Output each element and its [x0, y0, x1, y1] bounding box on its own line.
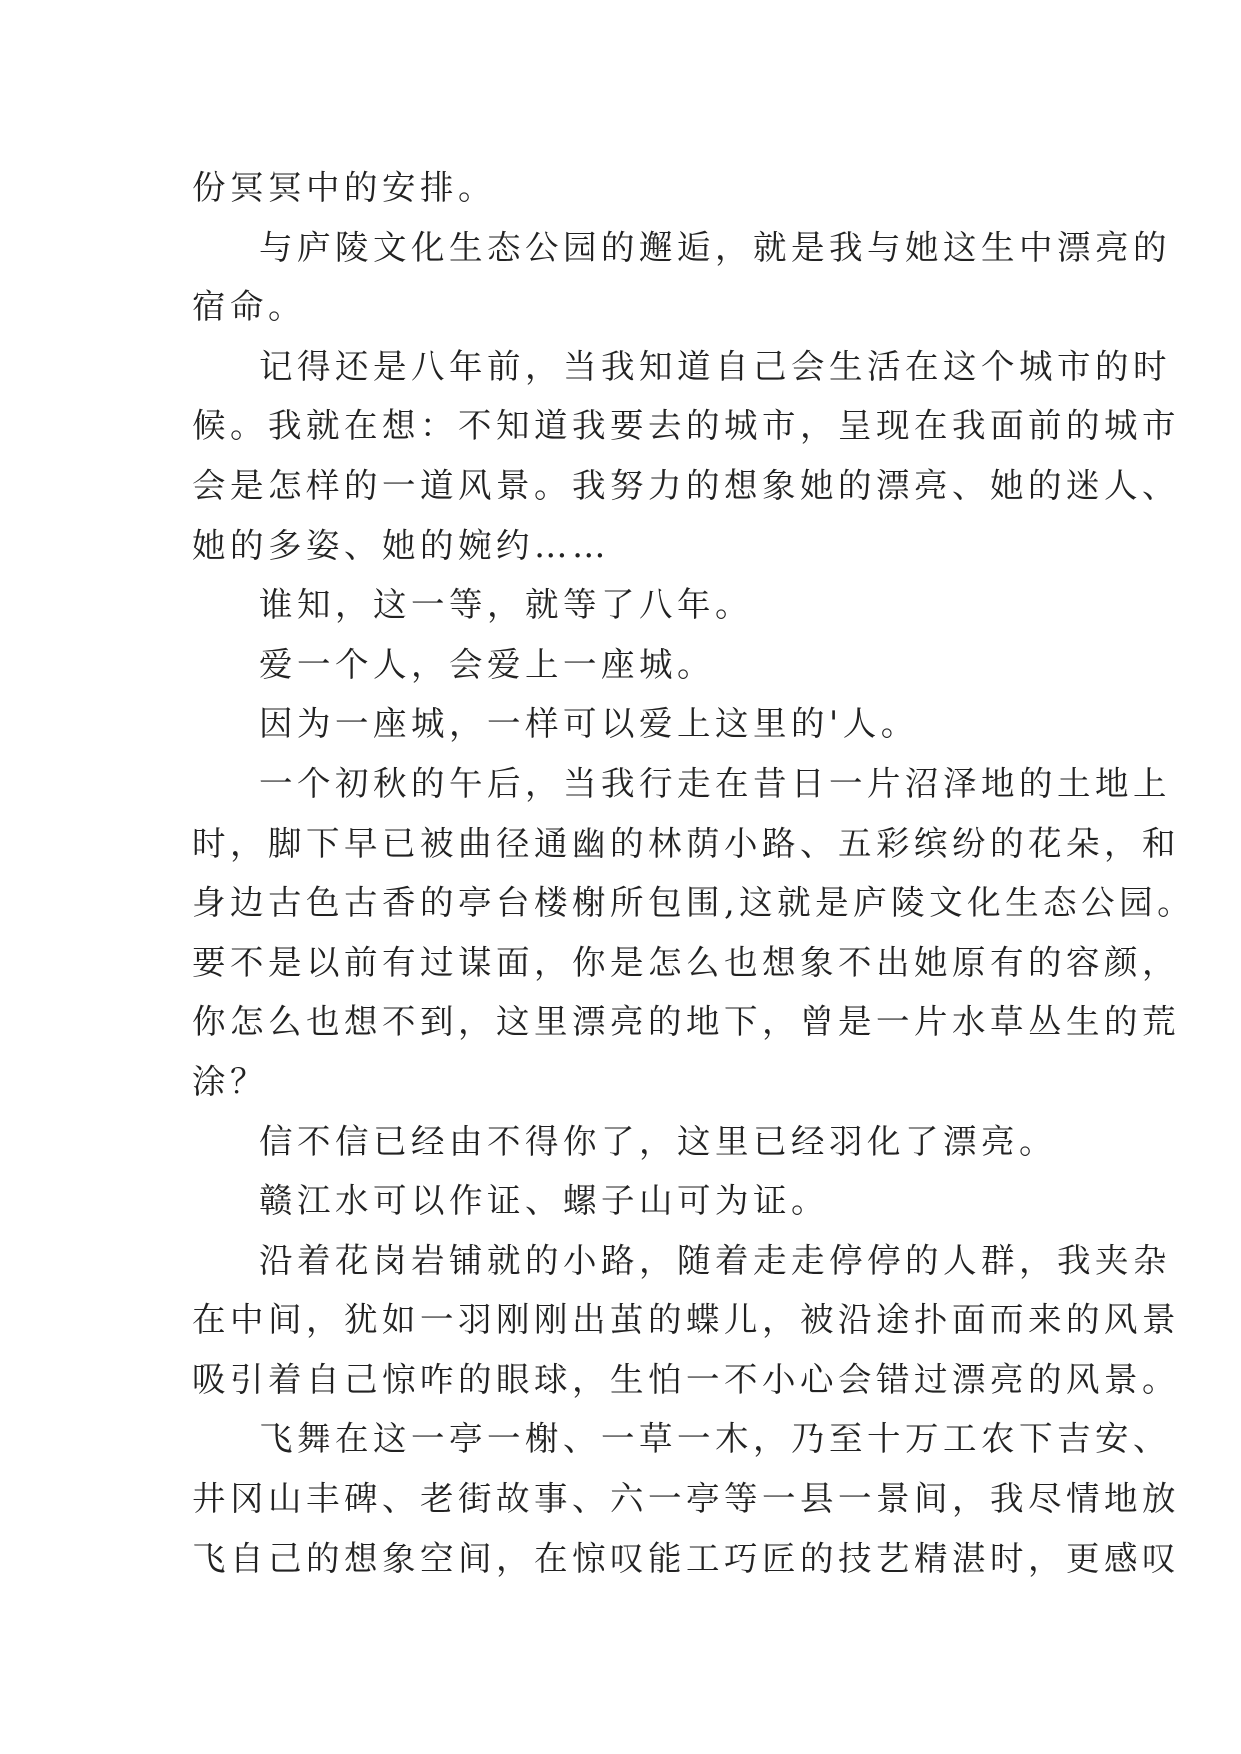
text-line: 谁知，这一等，就等了八年。 — [259, 585, 753, 625]
text-line: 沿着花岗岩铺就的小路，随着走走停停的人群，我夹杂 — [259, 1240, 1171, 1280]
article-body — [192, 158, 1196, 1588]
text-line: 要不是以前有过谋面，你是怎么也想象不出她原有的容颜， — [192, 942, 1180, 982]
text-line: 在中间，犹如一羽刚刚出茧的蝶儿，被沿途扑面而来的风景 — [192, 1300, 1180, 1340]
text-line: 与庐陵文化生态公园的邂逅，就是我与她这生中漂亮的 — [259, 227, 1171, 267]
text-line: 爱一个人，会爱上一座城。 — [259, 644, 715, 684]
text-line: 候。我就在想：不知道我要去的城市，呈现在我面前的城市 — [192, 406, 1180, 446]
text-line: 宿命。 — [192, 287, 306, 327]
text-line: 吸引着自己惊咋的眼球，生怕一不小心会错过漂亮的风景。 — [192, 1359, 1180, 1399]
text-line: 一个初秋的午后，当我行走在昔日一片沼泽地的土地上 — [259, 763, 1171, 803]
text-line: 她的多姿、她的婉约…… — [192, 525, 610, 565]
text-line: 飞自己的想象空间，在惊叹能工巧匠的技艺精湛时，更感叹 — [192, 1538, 1180, 1578]
text-line: 涂？ — [192, 1061, 268, 1101]
text-line: 会是怎样的一道风景。我努力的想象她的漂亮、她的迷人、 — [192, 465, 1180, 505]
text-line: 飞舞在这一亭一榭、一草一木，乃至十万工农下吉安、 — [259, 1419, 1171, 1459]
text-line: 因为一座城，一样可以爱上这里的'人。 — [259, 704, 919, 744]
text-line: 份冥冥中的安排。 — [192, 168, 496, 207]
text-line: 你怎么也想不到，这里漂亮的地下，曾是一片水草丛生的荒 — [192, 1002, 1180, 1042]
text-line: 井冈山丰碑、老街故事、六一亭等一县一景间，我尽情地放 — [192, 1479, 1180, 1519]
text-line: 时，脚下早已被曲径通幽的林荫小路、五彩缤纷的花朵，和 — [192, 823, 1180, 863]
text-line: 赣江水可以作证、螺子山可为证。 — [259, 1181, 829, 1221]
text-line: 信不信已经由不得你了，这里已经羽化了漂亮。 — [259, 1121, 1057, 1161]
text-line: 记得还是八年前，当我知道自己会生活在这个城市的时 — [259, 346, 1171, 386]
text-line: 身边古色古香的亭台楼榭所包围,这就是庐陵文化生态公园。 — [192, 883, 1196, 923]
